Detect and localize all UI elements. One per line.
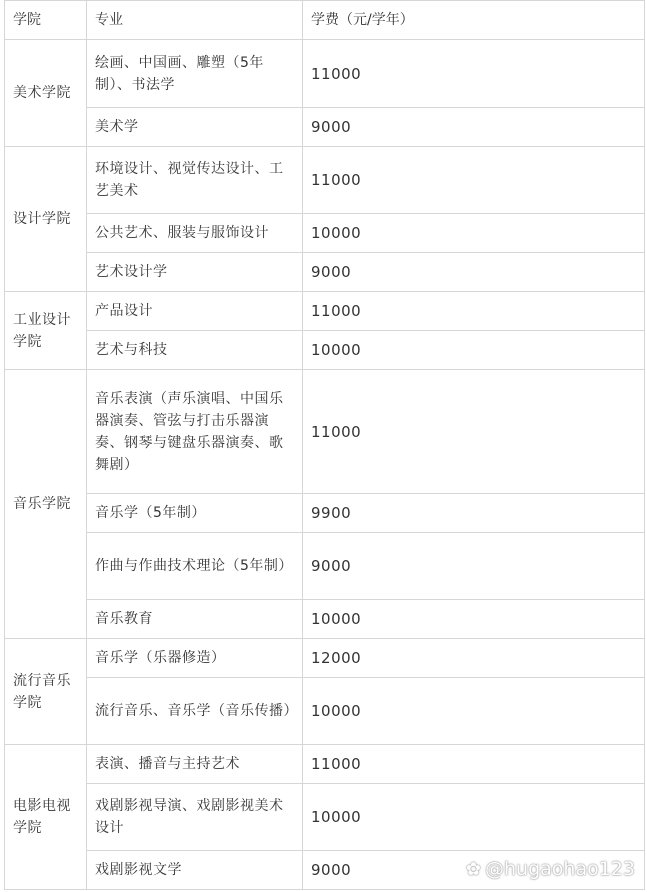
major-cell: 戏剧影视导演、戏剧影视美术设计 [87, 784, 303, 851]
table-row [5, 370, 645, 494]
major-cell: 作曲与作曲技术理论（5年制） [87, 533, 303, 600]
fee-cell: 9000 [303, 533, 645, 600]
table-row [5, 745, 645, 784]
fee-cell: 10000 [303, 678, 645, 745]
major-cell: 流行音乐、音乐学（音乐传播） [87, 678, 303, 745]
header-college: 学院 [5, 1, 87, 40]
major-cell: 艺术与科技 [87, 331, 303, 370]
header-fee: 学费（元/学年） [303, 1, 645, 40]
fee-cell: 11000 [303, 40, 645, 108]
table-row [5, 40, 645, 108]
table-row [5, 214, 645, 253]
fee-cell: 11000 [303, 292, 645, 331]
major-cell: 美术学 [87, 108, 303, 147]
major-cell: 音乐学（5年制） [87, 494, 303, 533]
major-cell: 音乐表演（声乐演唱、中国乐器演奏、管弦与打击乐器演奏、钢琴与键盘乐器演奏、歌舞剧） [87, 370, 303, 494]
fee-cell: 10000 [303, 600, 645, 639]
fee-cell: 9000 [303, 253, 645, 292]
major-cell: 环境设计、视觉传达设计、工艺美术 [87, 147, 303, 214]
college-cell: 电影电视学院 [5, 745, 87, 890]
table-row [5, 253, 645, 292]
college-cell: 工业设计学院 [5, 292, 87, 370]
fee-cell: 10000 [303, 214, 645, 253]
table-row [5, 494, 645, 533]
watermark-text: @hugaohao123 [485, 858, 635, 880]
college-cell: 流行音乐学院 [5, 639, 87, 745]
college-cell: 设计学院 [5, 147, 87, 292]
tuition-table [4, 0, 645, 890]
major-cell: 戏剧影视文学 [87, 851, 303, 890]
fee-cell: 9900 [303, 494, 645, 533]
fee-cell: 11000 [303, 147, 645, 214]
table-row [5, 147, 645, 214]
major-cell: 公共艺术、服装与服饰设计 [87, 214, 303, 253]
header-row [5, 1, 645, 40]
table-row [5, 639, 645, 678]
college-cell: 音乐学院 [5, 370, 87, 639]
major-cell: 表演、播音与主持艺术 [87, 745, 303, 784]
fee-cell: 11000 [303, 370, 645, 494]
fee-cell: 9000 [303, 108, 645, 147]
table-row [5, 292, 645, 331]
table-row [5, 678, 645, 745]
major-cell: 音乐学（乐器修造） [87, 639, 303, 678]
fee-cell: 10000 [303, 331, 645, 370]
header-major: 专业 [87, 1, 303, 40]
table-row [5, 784, 645, 851]
major-cell: 产品设计 [87, 292, 303, 331]
fee-cell: 10000 [303, 784, 645, 851]
fee-cell: 11000 [303, 745, 645, 784]
table-row [5, 533, 645, 600]
college-cell: 美术学院 [5, 40, 87, 147]
major-cell: 绘画、中国画、雕塑（5年制）、书法学 [87, 40, 303, 108]
table-row [5, 331, 645, 370]
major-cell: 艺术设计学 [87, 253, 303, 292]
fee-cell: 12000 [303, 639, 645, 678]
paw-icon: ✿ [465, 858, 481, 880]
table-row [5, 108, 645, 147]
table-row [5, 600, 645, 639]
fee-cell: 9000 [303, 851, 645, 890]
major-cell: 音乐教育 [87, 600, 303, 639]
watermark [466, 858, 635, 880]
